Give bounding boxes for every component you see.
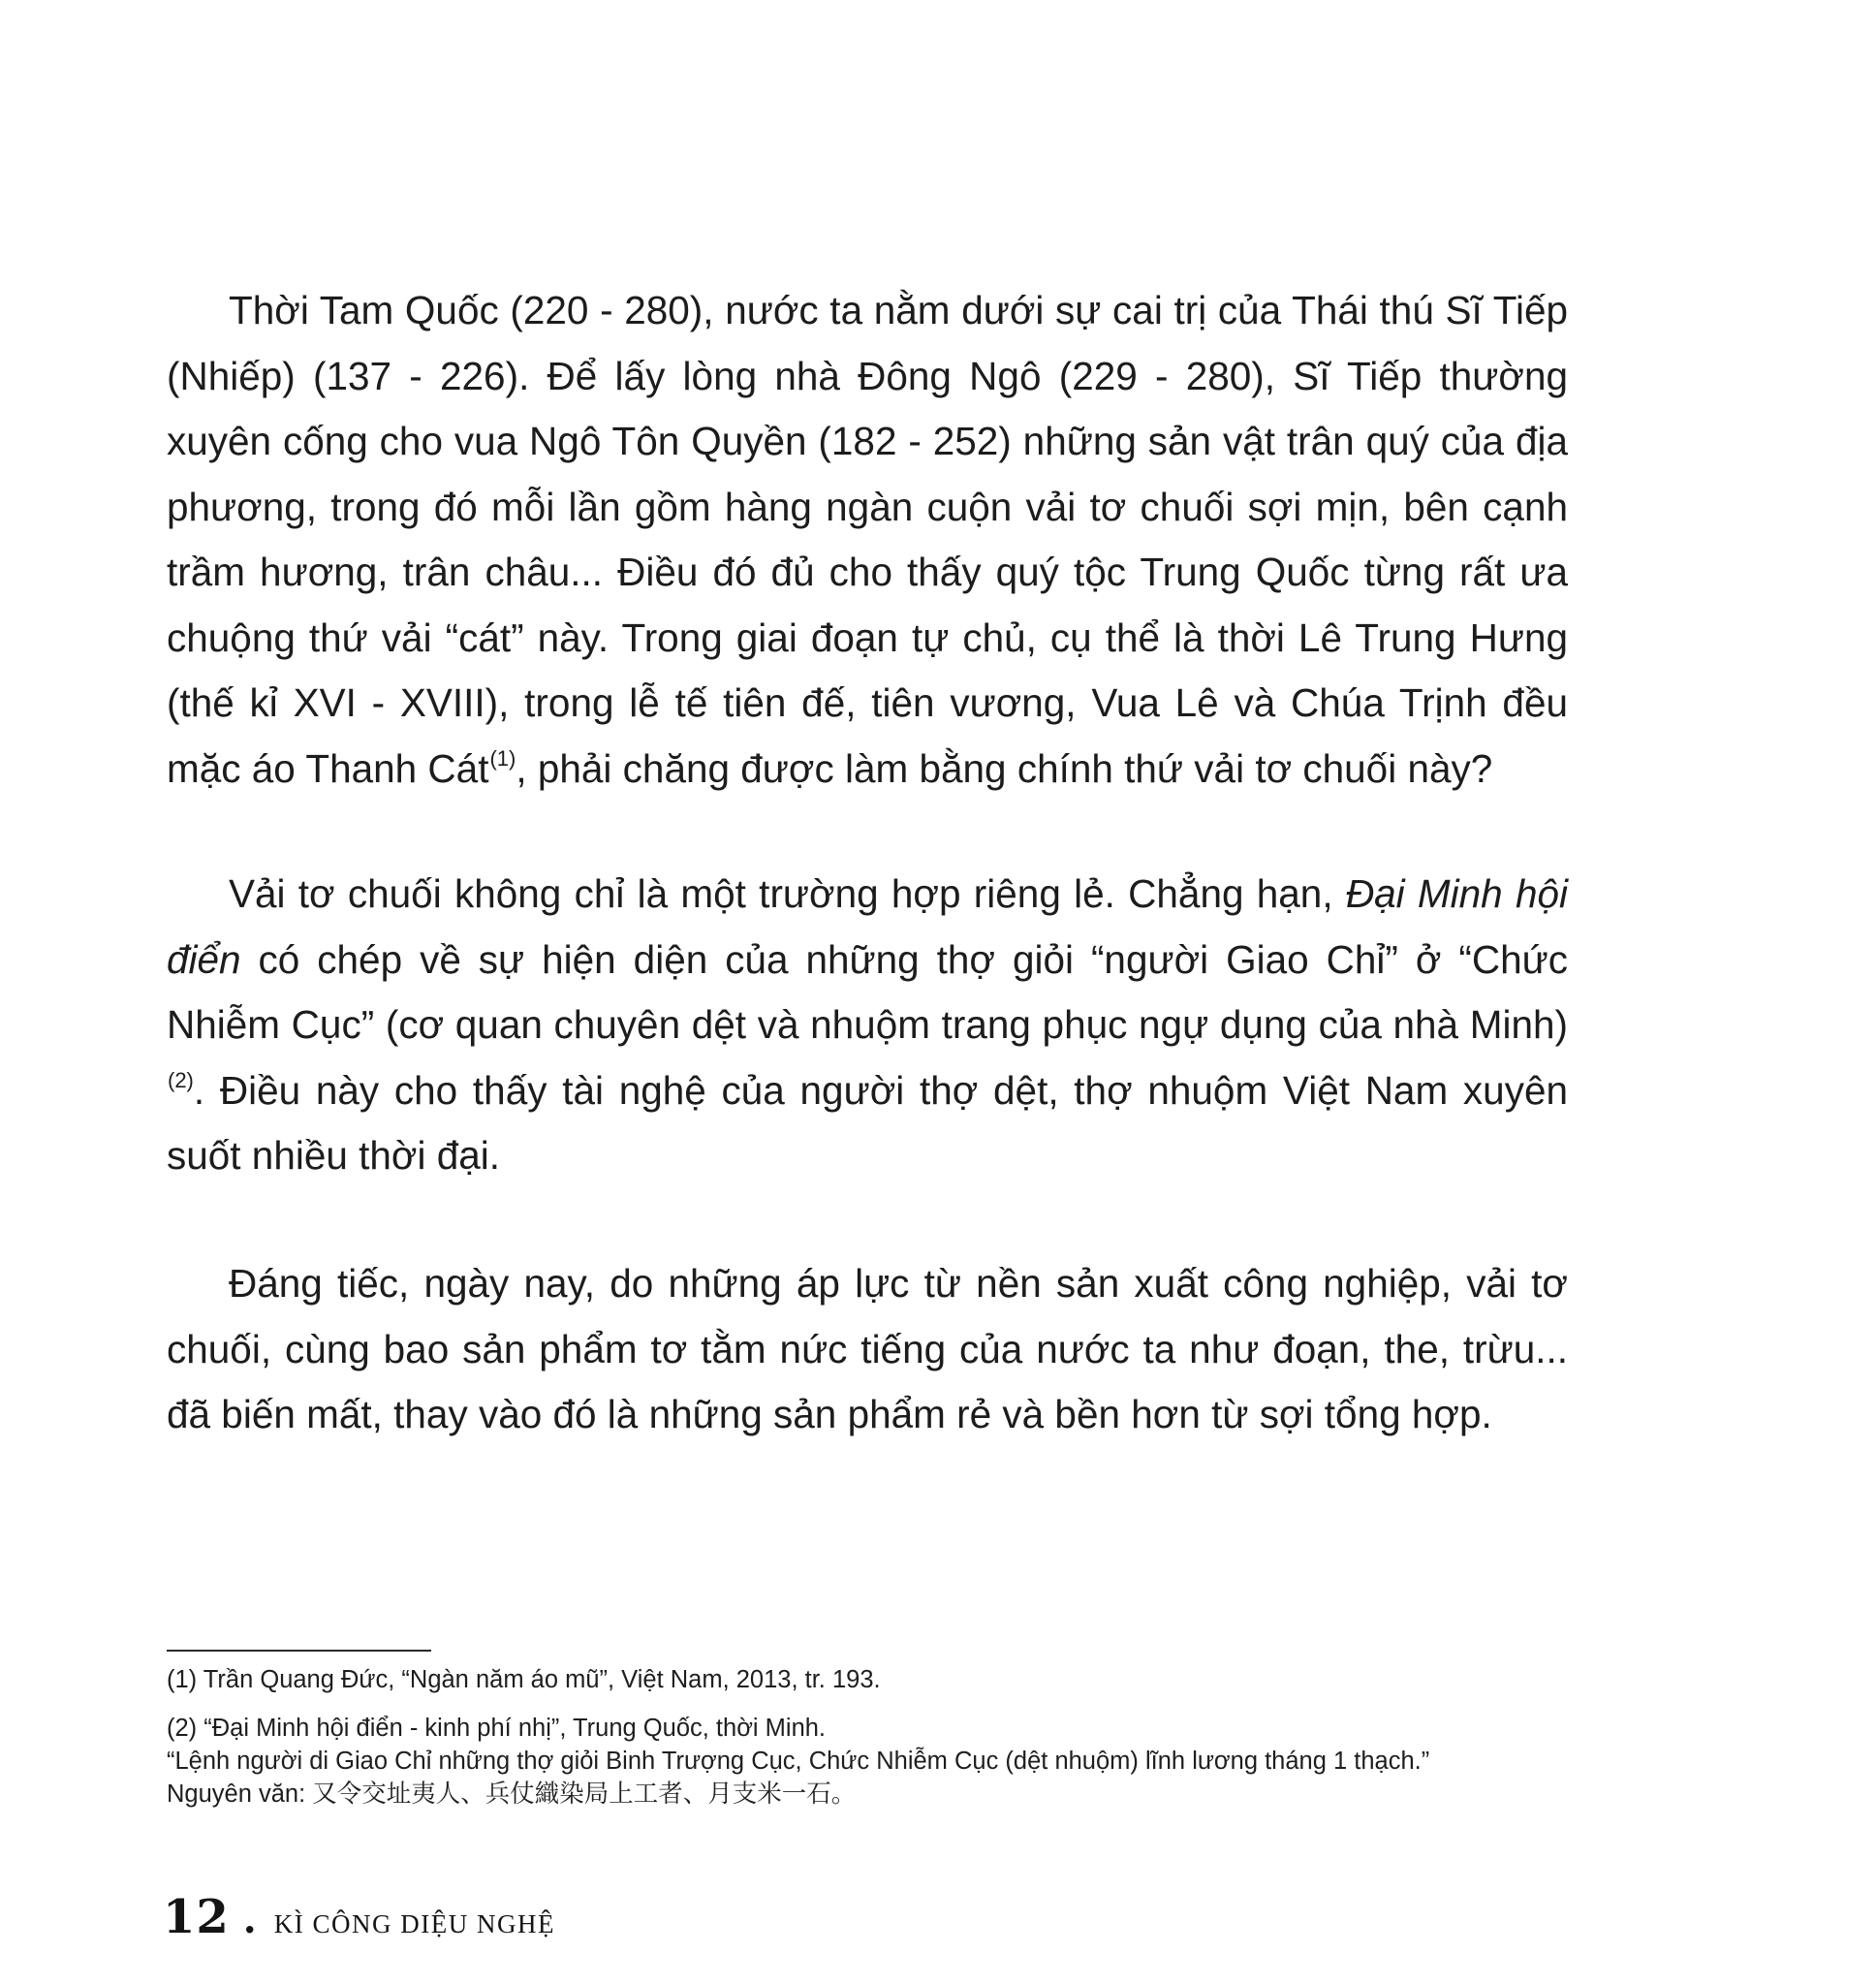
paragraph-3: [167, 1251, 1568, 1448]
footnote-2-original: [167, 1778, 1620, 1811]
paragraph-2-text-a: Vải tơ chuối không chỉ là một trường hợp riêng lẻ. Chẳng hạn,: [229, 871, 1346, 916]
paragraph-3-text: Đáng tiếc, ngày nay, do những áp lực từ nền sản xuất công nghiệp, vải tơ chuối, cùng bao sản phẩm tơ tằm nức tiếng của nước ta như đoạn, the, trừu... đã biến mất, thay vào đó là những sản phẩm rẻ và bền hơn từ sợi tổng hợp.: [167, 1261, 1568, 1436]
footnote-2-original-cjk: 又令交址夷人、兵仗織染局上工者、月支米一石。: [312, 1780, 857, 1809]
footnotes: [167, 1663, 1620, 1811]
paragraph-2-text-b: có chép về sự hiện diện của những thợ giỏi “người Giao Chỉ” ở “Chức Nhiễm Cục” (cơ quan chuyên dệt và nhuộm trang phục ngự dụng của nhà Minh): [167, 936, 1568, 1047]
paragraph-1-text-b: , phải chăng được làm bằng chính thứ vải tơ chuối này?: [516, 745, 1493, 791]
paragraph-2: [167, 862, 1568, 1189]
footnote-divider: [167, 1650, 431, 1652]
page-number: 12: [163, 1890, 230, 1944]
paragraph-2-text-c: . Điều này cho thấy tài nghệ của người thợ dệt, thợ nhuộm Việt Nam xuyên suốt nhiều thời đại.: [167, 1067, 1568, 1178]
footnote-ref-2: (2): [168, 1067, 194, 1092]
paragraph-1: [167, 278, 1568, 802]
footnote-2-translation: “Lệnh người di Giao Chỉ những thợ giỏi Binh Trượng Cục, Chức Nhiễm Cục (dệt nhuộm) lĩnh lương tháng 1 thạch.”: [167, 1748, 1430, 1775]
footnote-ref-1: (1): [489, 745, 516, 771]
footer-separator: .: [242, 1897, 257, 1942]
page-footer: [163, 1890, 555, 1944]
footnote-2-citation: (2) “Đại Minh hội điển - kinh phí nhị”, Trung Quốc, thời Minh.: [167, 1715, 827, 1742]
paragraph-1-text-a: Thời Tam Quốc (220 - 280), nước ta nằm dưới sự cai trị của Thái thú Sĩ Tiếp (Nhiếp) (137 - 226). Để lấy lòng nhà Đông Ngô (229 - 280), Sĩ Tiếp thường xuyên cống cho vua Ngô Tôn Quyền (182 - 252) những sản vật trân quý của địa phương, trong đó mỗi lần gồm hàng ngàn cuộn vải tơ chuối sợi mịn, bên cạnh trầm hương, trân châu... Điều đó đủ cho thấy quý tộc Trung Quốc từng rất ưa chuộng thứ vải “cát” này. Trong giai đoạn tự chủ, cụ thể là thời Lê Trung Hưng (thế kỉ XVI - XVIII), trong lễ tế tiên đế, tiên vương, Vua Lê và Chúa Trịnh đều mặc áo Thanh Cát: [167, 288, 1568, 791]
footnote-1: (1) Trần Quang Đức, “Ngàn năm áo mũ”, Việt Nam, 2013, tr. 193.: [167, 1666, 881, 1693]
footnote-2-original-label: Nguyên văn:: [167, 1780, 313, 1808]
running-book-title: KÌ CÔNG DIỆU NGHỆ: [273, 1909, 555, 1938]
paragraph-2-italic-title: Đại Minh hội điển: [167, 871, 1568, 982]
